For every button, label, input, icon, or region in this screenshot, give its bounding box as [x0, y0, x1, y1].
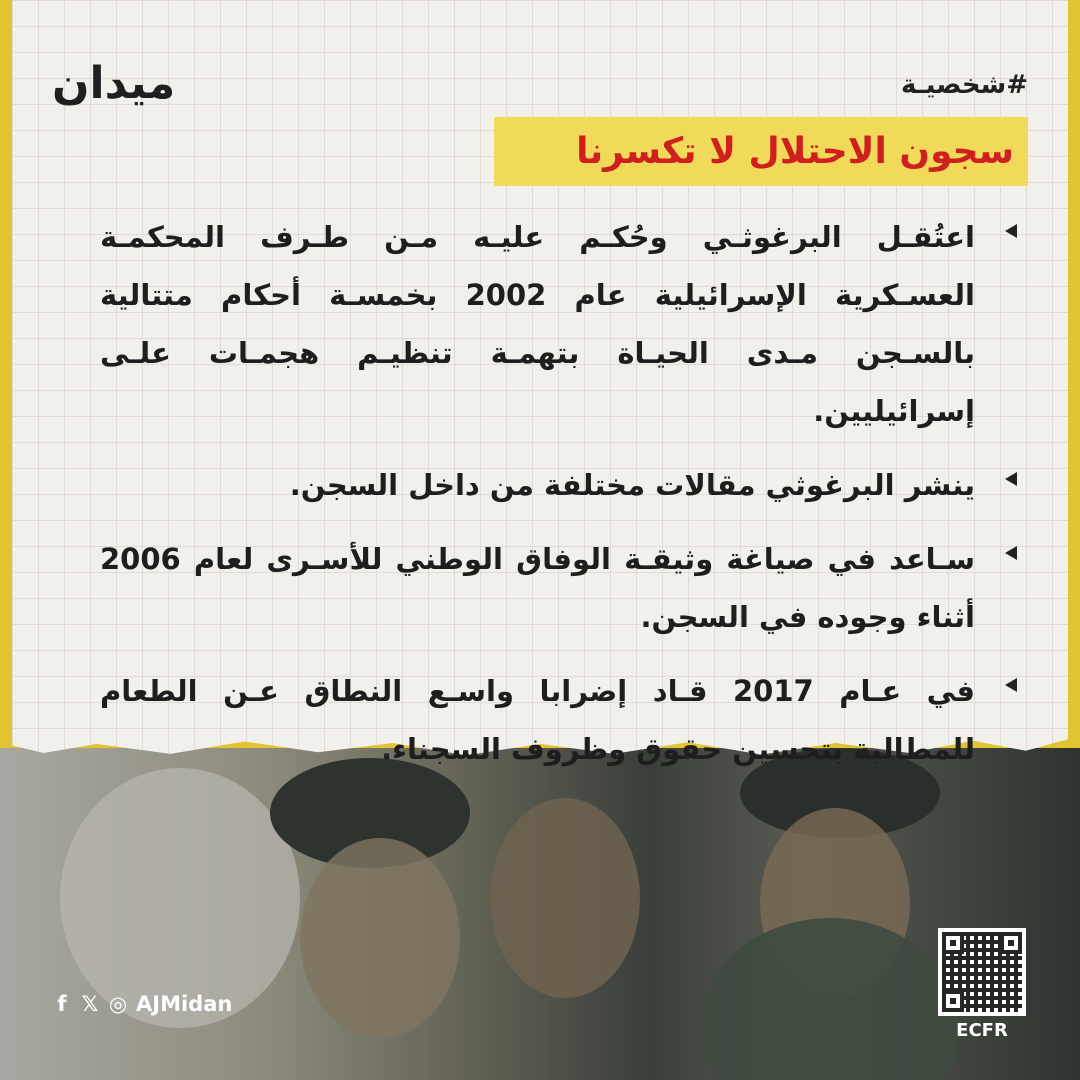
- triangle-bullet-icon: [1005, 472, 1017, 486]
- x-icon[interactable]: 𝕏: [81, 992, 99, 1016]
- social-handle[interactable]: AJMidan: [136, 992, 233, 1016]
- qr-code[interactable]: [938, 928, 1026, 1016]
- qr-pattern: [942, 932, 1022, 1012]
- facebook-icon[interactable]: f: [57, 992, 67, 1016]
- midan-logo: ميدان: [52, 58, 176, 109]
- qr-eye: [942, 990, 964, 1012]
- list-item: [100, 662, 1025, 778]
- background-photo: [0, 748, 1080, 1080]
- bullet-list: [100, 208, 1025, 794]
- bullet-text: ينشر البرغوثي مقالات مختلفة من داخل السجن.: [289, 468, 975, 502]
- list-item: [100, 456, 1025, 514]
- bullet-text: اعتُقـل البرغوثـي وحُكـم عليـه مـن طـرف المحكمـة العسـكرية الإسرائيلية عام 2002 بخمسـة أحكام متتالية بالسـجن مـدى الحيـاة بتهمـة تنظيـم هجمـات علـى إسرائيليين.: [100, 220, 975, 428]
- social-links: [52, 992, 232, 1016]
- instagram-icon[interactable]: ◎: [108, 992, 128, 1016]
- triangle-bullet-icon: [1005, 678, 1017, 692]
- qr-eye: [942, 932, 964, 954]
- qr-source-label: ECFR: [956, 1020, 1008, 1041]
- headline: سجون الاحتلال لا تكسرنا: [576, 131, 1014, 172]
- headline-banner: [494, 117, 1028, 186]
- qr-eye: [1000, 932, 1022, 954]
- hashtag: #شخصيـة: [901, 70, 1028, 100]
- triangle-bullet-icon: [1005, 546, 1017, 560]
- list-item: [100, 208, 1025, 440]
- triangle-bullet-icon: [1005, 224, 1017, 238]
- bullet-text: في عـام 2017 قـاد إضرابا واسـع النطاق عـن الطعام للمطالبة بتحسين حقوق وظروف السجناء.: [100, 674, 975, 766]
- list-item: [100, 530, 1025, 646]
- bullet-text: سـاعد في صياغة وثيقـة الوفاق الوطني للأسـرى لعام 2006 أثناء وجوده في السجن.: [100, 542, 975, 634]
